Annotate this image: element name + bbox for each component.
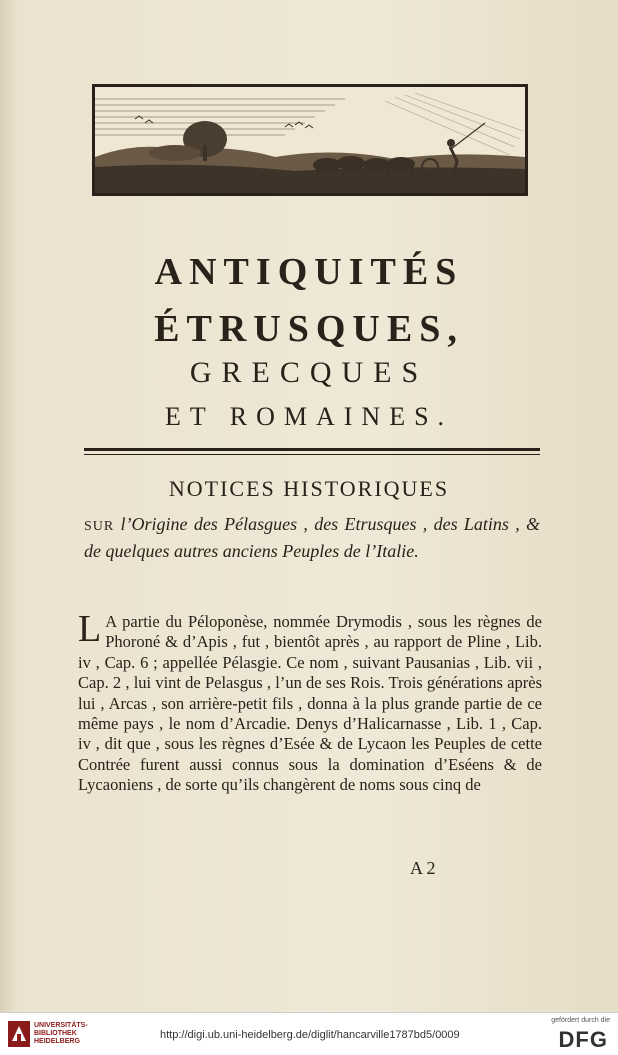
library-logo-icon [8, 1021, 30, 1047]
divider-rule [84, 448, 540, 451]
body-paragraph-text: A partie du Péloponèse, nommée Drymodis , sous les règnes de Phoroné & d’Apis , fut , bientôt après , au rapport de Pline , Lib. iv , Cap. 6 ; appellée Pélasgie. Ce nom , suivant Pausanias , Lib. vii , Cap. 2 , lui vint de Pelasgus , l’un de ses Rois. Trois générations après lui , Arcas , son arrière-petit fils , donna à la plus grande partie de ce même pays , le nom d’Arcadie. Denys d’Halicarnasse , Lib. 1 , Cap. iv , dit que , sous les règnes d’Esée & de Lycaon les Peuples de cette Contrée furent aussi connus sous la domination d’Eséens & de Lycaoniens , de sorte qu’ils changèrent de noms sous cinq de [78, 612, 542, 795]
title-line-romaines: ET ROMAINES. [164, 402, 454, 431]
subtitle-small-caps: SUR [84, 519, 115, 534]
drop-cap: L [78, 608, 102, 650]
title-line-antiquites: ANTIQUITÉS [154, 251, 464, 293]
title-line-grecques: GRECQUES [189, 356, 429, 389]
section-subtitle [84, 512, 540, 563]
signature-mark: A 2 [410, 858, 436, 878]
engraved-vignette-icon [92, 84, 528, 196]
permalink-url[interactable]: http://digi.ub.uni-heidelberg.de/diglit/hancarville1787bd5/0009 [160, 1029, 460, 1041]
divider-rule-thin [84, 454, 540, 455]
library-name: UNIVERSITÄTS- BIBLIOTHEK HEIDELBERG [34, 1022, 88, 1045]
subtitle-text: l’Origine des Pélasgues , des Etrusques , des Latins , & de quelques autres anciens Peuples de l’Italie. [84, 514, 540, 561]
title-line-etrusques: ÉTRUSQUES, [154, 308, 464, 350]
dfg-logo: DFG [558, 1027, 608, 1052]
body-paragraph [78, 608, 542, 796]
viewer-footer [0, 1012, 618, 1055]
section-heading: NOTICES HISTORIQUES [168, 476, 450, 501]
funded-by-label: gefördert durch die [551, 1017, 610, 1024]
